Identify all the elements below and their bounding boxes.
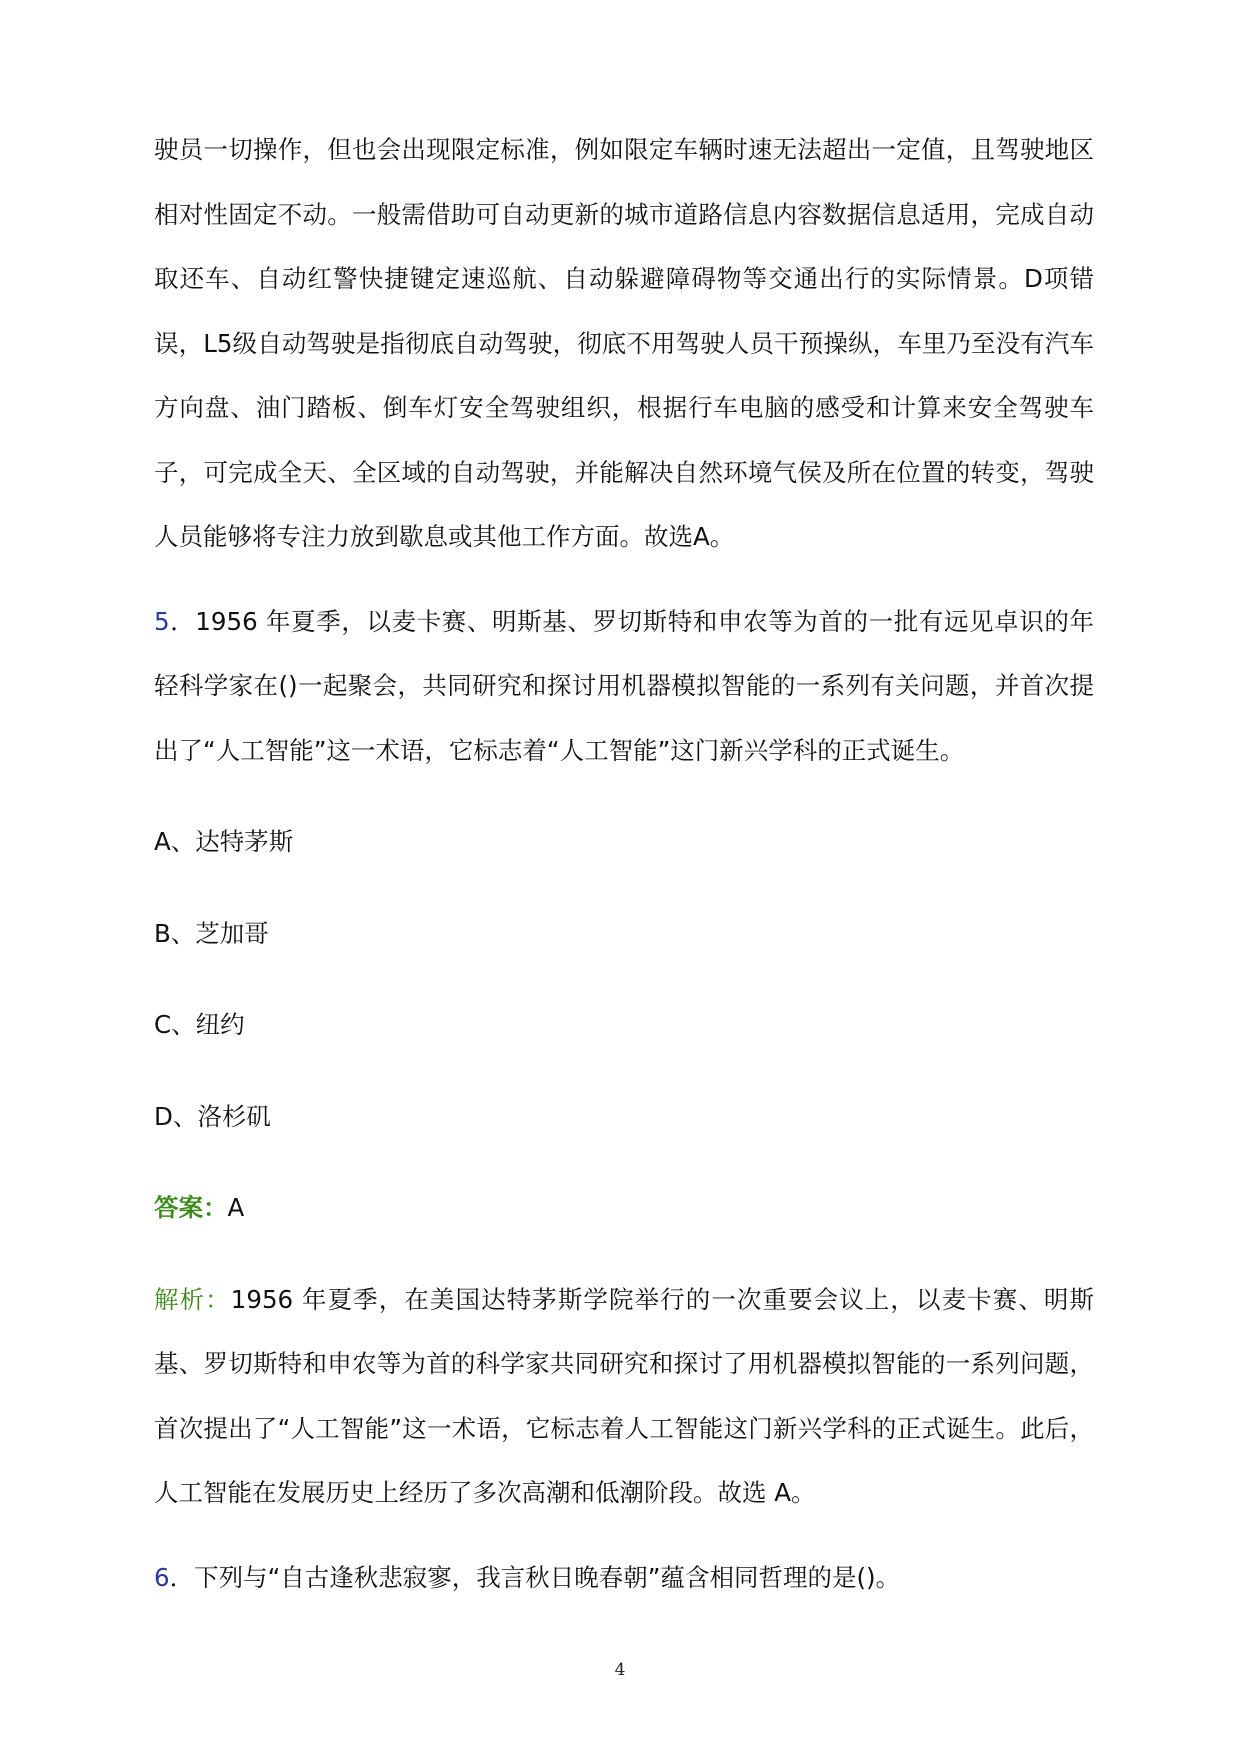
question-6-text: ．下列与“自古逢秋悲寂寥，我言秋日晚春朝”蕴含相同哲理的是()。	[169, 1562, 901, 1592]
explanation-label: 解析：	[154, 1284, 231, 1314]
option-c: C、纽约	[154, 1010, 245, 1039]
question-5-number: 5	[154, 606, 170, 636]
answer-line	[154, 1176, 1094, 1241]
option-a: A、达特茅斯	[154, 827, 294, 856]
question-5-text: ．1956 年夏季，以麦卡赛、明斯基、罗切斯特和申农等为首的一批有远见卓识的年轻科学家在()一起聚会，共同研究和探讨用机器模拟智能的一系列有关问题，并首次提出了“人工智能”这一术语，它标志着“人工智能”这门新兴学科的正式诞生。	[154, 606, 1094, 765]
answer-value: A	[227, 1193, 245, 1222]
question-6-stem	[154, 1546, 1094, 1611]
option-d: D、洛杉矶	[154, 1101, 271, 1131]
explanation-text: 1956 年夏季，在美国达特茅斯学院举行的一次重要会议上，以麦卡赛、明斯基、罗切斯特和申农等为首的科学家共同研究和探讨了用机器模拟智能的一系列问题，首次提出了“人工智能”这一术语，它标志着人工智能这门新兴学科的正式诞生。此后，人工智能在发展历史上经历了多次高潮和低潮阶段。故选 A。	[154, 1284, 1095, 1507]
question-6-number: 6	[154, 1562, 170, 1592]
answer-label: 答案：	[154, 1193, 228, 1222]
explanation-paragraph	[154, 1268, 1094, 1526]
previous-explanation-tail: 驶员一切操作，但也会出现限定标准，例如限定车辆时速无法超出一定值，且驾驶地区相对性固定不动。一般需借助可自动更新的城市道路信息内容数据信息适用，完成自动取还车、自动红警快捷键定速巡航、自动躲避障碍物等交通出行的实际情景。D项错误，L5级自动驾驶是指彻底自动驾驶，彻底不用驾驶人员干预操纵，车里乃至没有汽车方向盘、油门踏板、倒车灯安全驾驶组织，根据行车电脑的感受和计算来安全驾驶车子，可完成全天、全区域的自动驾驶，并能解决自然环境气侯及所在位置的转变，驾驶人员能够将专注力放到歇息或其他工作方面。故选A。	[154, 135, 1094, 551]
question-5-stem	[154, 590, 1094, 784]
option-b: B、芝加哥	[154, 918, 269, 948]
page-number: 4	[614, 1660, 626, 1680]
page-content	[154, 118, 1094, 1610]
